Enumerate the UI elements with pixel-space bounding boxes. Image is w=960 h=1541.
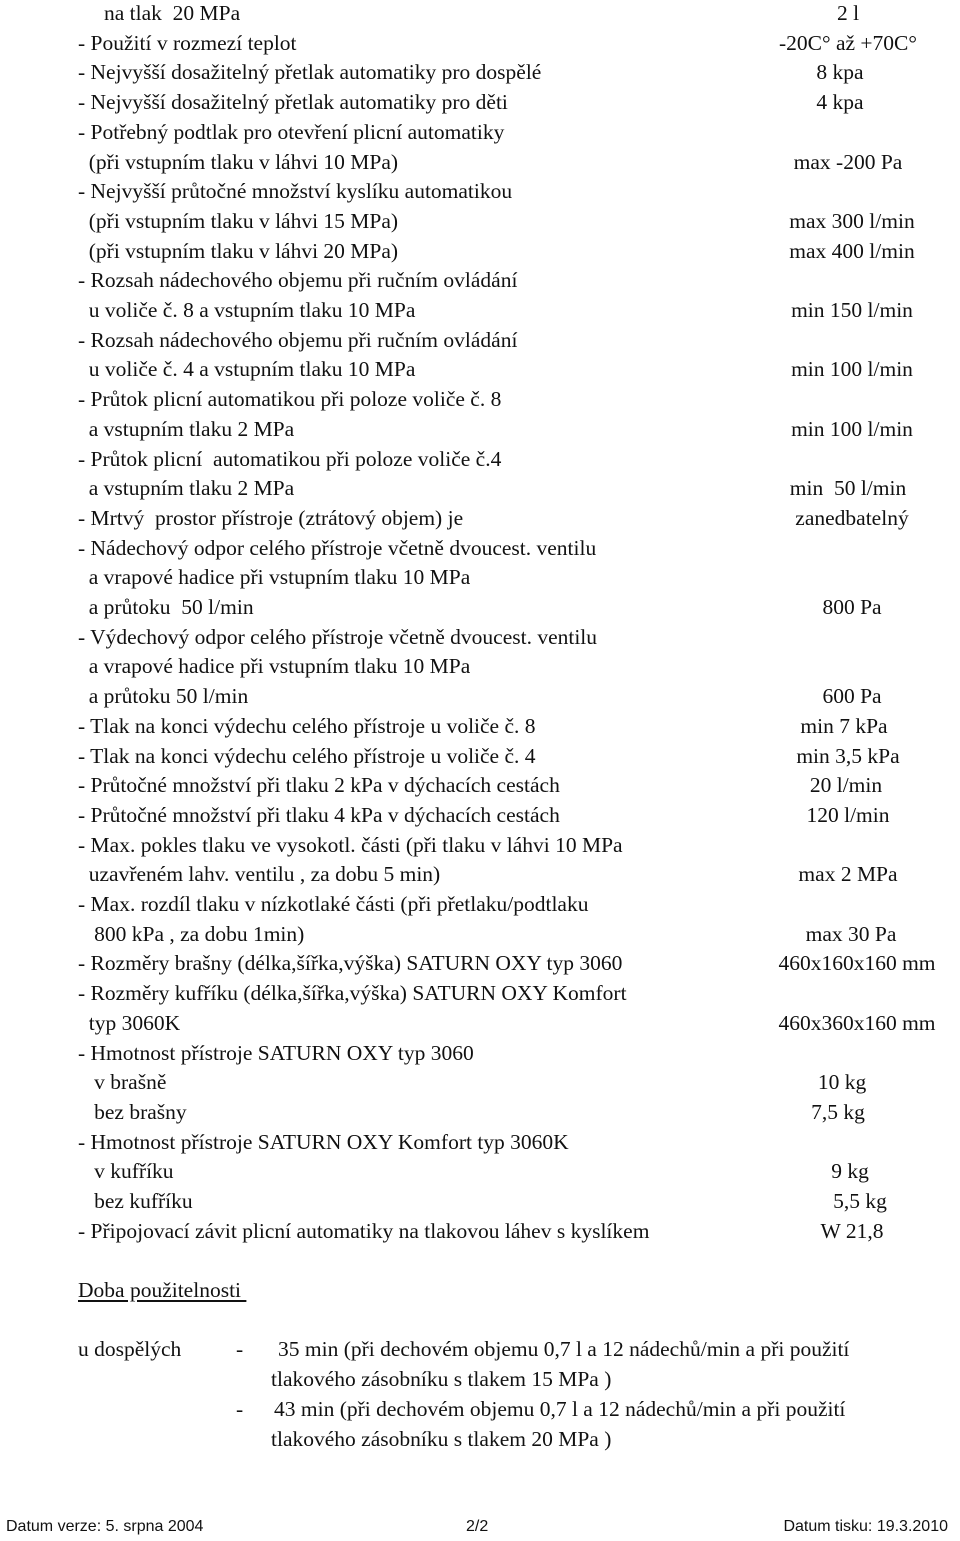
spec-row-4-value: 4 kpa [816, 90, 864, 114]
spec-row-25-value: min 7 kPa [800, 714, 888, 738]
spec-row-33-label: - Rozměry brašny (délka,šířka,výška) SATURN OXY typ 3060 [78, 951, 623, 975]
spec-row-18-value: zanedbatelný [795, 506, 909, 530]
spec-row-13-label: u voliče č. 4 a vstupním tlaku 10 MPa [78, 357, 416, 381]
spec-row-40-value: 9 kg [831, 1159, 869, 1183]
spec-row-7-label: - Nejvyšší průtočné množství kyslíku automatikou [78, 179, 513, 203]
spec-row-23-label: a vrapové hadice při vstupním tlaku 10 MPa [78, 654, 471, 678]
spec-row-42-value: W 21,8 [820, 1219, 884, 1243]
spec-row-34-label: - Rozměry kufříku (délka,šířka,výška) SATURN OXY Komfort [78, 981, 627, 1005]
spec-row-9-label: (při vstupním tlaku v láhvi 20 MPa) [78, 239, 399, 263]
spec-row-36-label: - Hmotnost přístroje SATURN OXY typ 3060 [78, 1041, 474, 1065]
spec-row-11-value: min 150 l/min [791, 298, 913, 322]
spec-row-26-value: min 3,5 kPa [796, 744, 900, 768]
spec-row-19-label: - Nádechový odpor celého přístroje včetně dvoucest. ventilu [78, 536, 597, 560]
spec-row-25-label: - Tlak na konci výdechu celého přístroje u voliče č. 8 [78, 714, 536, 738]
section-heading: Doba použitelnosti [78, 1278, 247, 1302]
spec-row-6-value: max -200 Pa [793, 150, 903, 174]
group-label: u dospělých [78, 1337, 182, 1361]
spec-row-28-label: - Průtočné množství při tlaku 4 kPa v dýchacích cestách [78, 803, 560, 827]
spec-row-26-label: - Tlak na konci výdechu celého přístroje u voliče č. 4 [78, 744, 536, 768]
spec-row-12-label: - Rozsah nádechového objemu při ručním ovládání [78, 328, 518, 352]
spec-row-39-label: - Hmotnost přístroje SATURN OXY Komfort typ 3060K [78, 1130, 569, 1154]
spec-row-2-label: - Použití v rozmezí teplot [78, 31, 297, 55]
spec-row-38-value: 7,5 kg [811, 1100, 865, 1124]
spec-row-21-value: 800 Pa [822, 595, 882, 619]
spec-row-41-value: 5,5 kg [833, 1189, 887, 1213]
spec-row-32-label: 800 kPa , za dobu 1min) [78, 922, 305, 946]
footer-print-date: Datum tisku: 19.3.2010 [783, 1518, 948, 1535]
spec-row-40-label: v kufříku [78, 1159, 174, 1183]
spec-row-14-label: - Průtok plicní automatikou při poloze voliče č. 8 [78, 387, 502, 411]
usage-item-2-line2: tlakového zásobníku s tlakem 20 MPa ) [271, 1427, 612, 1451]
usage-item-2-line1: 43 min (při dechovém objemu 0,7 l a 12 nádechů/min a při použití [274, 1397, 846, 1421]
spec-row-4-label: - Nejvyšší dosažitelný přetlak automatiky pro děti [78, 90, 508, 114]
spec-row-30-label: uzavřeném lahv. ventilu , za dobu 5 min) [78, 862, 441, 886]
usage-item-1-line1: 35 min (při dechovém objemu 0,7 l a 12 nádechů/min a při použití [278, 1337, 850, 1361]
spec-row-8-label: (při vstupním tlaku v láhvi 15 MPa) [78, 209, 399, 233]
footer-version-date: Datum verze: 5. srpna 2004 [6, 1518, 204, 1535]
spec-row-32-value: max 30 Pa [805, 922, 897, 946]
spec-row-35-value: 460x360x160 mm [778, 1011, 936, 1035]
spec-row-28-value: 120 l/min [806, 803, 890, 827]
spec-row-30-value: max 2 MPa [798, 862, 898, 886]
spec-row-24-value: 600 Pa [822, 684, 882, 708]
spec-row-42-label: - Připojovací závit plicní automatiky na tlakovou láhev s kyslíkem [78, 1219, 650, 1243]
spec-row-29-label: - Max. pokles tlaku ve vysokotl. části (při tlaku v láhvi 10 MPa [78, 833, 623, 857]
spec-row-3-label: - Nejvyšší dosažitelný přetlak automatiky pro dospělé [78, 60, 542, 84]
spec-row-33-value: 460x160x160 mm [778, 951, 936, 975]
spec-row-17-value: min 50 l/min [789, 476, 907, 500]
spec-row-38-label: bez brašny [78, 1100, 187, 1124]
spec-row-3-value: 8 kpa [816, 60, 864, 84]
spec-row-20-label: a vrapové hadice při vstupním tlaku 10 MPa [78, 565, 471, 589]
spec-row-27-label: - Průtočné množství při tlaku 2 kPa v dýchacích cestách [78, 773, 560, 797]
spec-row-10-label: - Rozsah nádechového objemu při ručním ovládání [78, 268, 518, 292]
spec-row-1-label: na tlak 20 MPa [104, 1, 241, 25]
spec-row-11-label: u voliče č. 8 a vstupním tlaku 10 MPa [78, 298, 416, 322]
spec-row-8-value: max 300 l/min [789, 209, 915, 233]
usage-item-1-dash: - [236, 1337, 244, 1361]
spec-row-16-label: - Průtok plicní automatikou při poloze voliče č.4 [78, 447, 502, 471]
spec-row-13-value: min 100 l/min [791, 357, 913, 381]
spec-row-24-label: a průtoku 50 l/min [78, 684, 249, 708]
spec-row-41-label: bez kufříku [78, 1189, 193, 1213]
spec-row-18-label: - Mrtvý prostor přístroje (ztrátový objem) je [78, 506, 464, 530]
usage-item-1-line2: tlakového zásobníku s tlakem 15 MPa ) [271, 1367, 612, 1391]
spec-row-15-value: min 100 l/min [791, 417, 913, 441]
usage-item-2-dash: - [236, 1397, 244, 1421]
spec-row-35-label: typ 3060K [78, 1011, 181, 1035]
spec-row-17-label: a vstupním tlaku 2 MPa [78, 476, 295, 500]
spec-row-9-value: max 400 l/min [789, 239, 915, 263]
spec-row-27-value: 20 l/min [809, 773, 883, 797]
spec-row-21-label: a průtoku 50 l/min [78, 595, 254, 619]
spec-row-2-value: -20C° až +70C° [779, 31, 917, 55]
spec-row-6-label: (při vstupním tlaku v láhvi 10 MPa) [78, 150, 399, 174]
spec-row-37-label: v brašně [78, 1070, 167, 1094]
spec-row-5-label: - Potřebný podtlak pro otevření plicní automatiky [78, 120, 505, 144]
spec-row-15-label: a vstupním tlaku 2 MPa [78, 417, 295, 441]
spec-row-22-label: - Výdechový odpor celého přístroje včetně dvoucest. ventilu [78, 625, 598, 649]
spec-row-1-value: 2 l [836, 1, 860, 25]
spec-row-37-value: 10 kg [817, 1070, 867, 1094]
spec-row-31-label: - Max. rozdíl tlaku v nízkotlaké části (při přetlaku/podtlaku [78, 892, 589, 916]
footer-page-number: 2/2 [466, 1518, 489, 1535]
